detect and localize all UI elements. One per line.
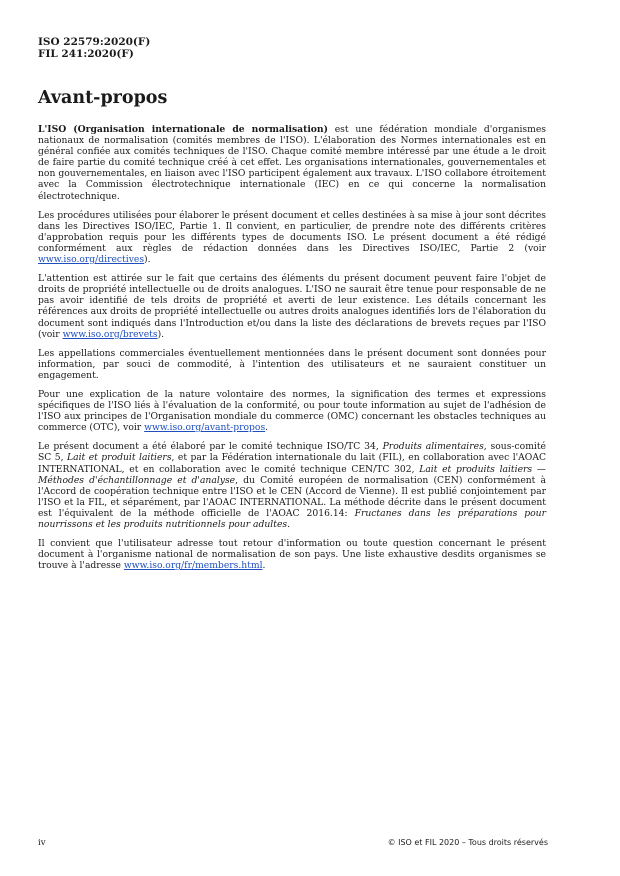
paragraph-2-text: Les procédures utilisées pour élaborer le présent document et celles destinées à sa mise à jour sont décrites dans les Directives ISO/IEC, Partie 1. Il convient, en particulier, de prendre note des différents critères d'approbation requis pour les différents types de documents ISO. Le présent document a été rédigé conformément aux règles de rédaction données dans les Directives ISO/IEC, Partie 2 (voir: [38, 209, 546, 254]
paragraph-7-text: Il convient que l'utilisateur adresse tout retour d'information ou toute question concernant le présent document à l'organisme national de normalisation de son pays. Une liste exhaustive desdits organismes se trouve à l'adresse: [38, 538, 546, 572]
avant-propos-link[interactable]: www.iso.org/avant-propos: [144, 422, 266, 434]
paragraph-2: [38, 210, 546, 265]
paragraph-1-text: est une fédération mondiale d'organismes nationaux de normalisation (comités membres de l'ISO). L'élaboration des Normes internationales est en général confiée aux comités techniques de l'ISO. Chaque comité membre intéressé par une étude a le droit de faire partie du comité technique créé à cet effet. Les organisations internationales, gouvernementales et non gouvernementales, en liaison avec l'ISO participent également aux travaux. L'ISO collabore étroitement avec la Commission électrotechnique internationale (IEC) en ce qui concerne la normalisation électrotechnique.: [38, 124, 547, 202]
document-header: [38, 36, 150, 60]
paragraph-4: Les appellations commerciales éventuellement mentionnées dans le présent document sont données pour information, par souci de commodité, à l'intention des utilisateurs et ne sauraient constituer un engagement.: [38, 347, 546, 381]
members-link[interactable]: www.iso.org/fr/members.html: [123, 560, 263, 572]
page-footer: [38, 838, 548, 848]
standard-number-iso: ISO 22579:2020(F): [38, 36, 151, 48]
paragraph-1: [38, 124, 546, 202]
p6-segment-3: , et par la Fédération internationale du lait (FIL), en collaboration avec l'AOAC INTERNATIONAL, et en collaboration avec le comité technique CEN/TC 302,: [38, 452, 546, 475]
paragraph-3-text: L'attention est attirée sur le fait que certains des éléments du présent document peuvent faire l'objet de droits de propriété intellectuelle ou de droits analogues. L'ISO ne saurait être tenue pour responsable de ne pas avoir identifié de tels droits de propriété et averti de leur existence. Les détails concernant les références aux droits de propriété intellectuelle ou autres droits analogues identifiés lors de l'élaboration du document sont indiqués dans l'Introduction et/ou dans la liste des déclarations de brevets reçues par l'ISO (voir: [38, 273, 547, 340]
paragraph-7: [38, 538, 546, 571]
directives-link[interactable]: www.iso.org/directives: [38, 254, 145, 266]
p6-italic-4: Fructanes dans les préparations pour nourrissons et les produits nutritionnels pour adultes: [38, 507, 546, 530]
copyright-notice: © ISO et FIL 2020 – Tous droits réservés: [387, 838, 548, 847]
p6-segment-2: , sous-comité SC 5,: [38, 441, 546, 464]
standard-number-fil: FIL 241:2020(F): [38, 48, 134, 60]
paragraph-3: [38, 273, 546, 340]
paragraph-5: [38, 389, 546, 433]
paragraph-5-end: .: [265, 422, 269, 434]
p6-segment-5: .: [287, 519, 291, 530]
paragraph-5-text: Pour une explication de la nature volontaire des normes, la signification des termes et expressions spécifiques de l'ISO liés à l'évaluation de la conformité, ou pour toute information au sujet de l'adhésion de l'ISO aux principes de l'Organisation mondiale du commerce (OMC) concernant les obstacles techniques au commerce (OTC), voir: [38, 388, 546, 434]
iso-definition-bold: L'ISO (Organisation internationale de normalisation): [38, 124, 328, 135]
p6-segment-4: , du Comité européen de normalisation (CEN) conformément à l'Accord de coopération technique entre l'ISO et le CEN (Accord de Vienne). Il est publié conjointement par l'ISO et la FIL, et séparément, par l'AOAC INTERNATIONAL. La méthode décrite dans le présent document est l'équivalent de la méthode officielle de l'AOAC 2016.14:: [38, 474, 546, 519]
p6-segment-1: Le présent document a été élaboré par le comité technique ISO/TC 34,: [38, 441, 383, 453]
p6-italic-3: Lait et produits laitiers — Méthodes d'échantillonnage et d'analyse: [38, 463, 546, 486]
document-body: [38, 124, 546, 579]
p6-italic-2: Lait et produit laitiers: [67, 452, 172, 464]
brevets-link[interactable]: www.iso.org/brevets: [62, 328, 158, 340]
paragraph-3-end: ).: [157, 328, 165, 340]
paragraph-6: [38, 441, 546, 530]
page-number: iv: [38, 838, 46, 848]
p6-italic-1: Produits alimentaires: [382, 441, 484, 453]
paragraph-2-end: ).: [144, 254, 151, 266]
paragraph-7-end: .: [262, 560, 266, 572]
page-title: Avant-propos: [38, 88, 168, 108]
